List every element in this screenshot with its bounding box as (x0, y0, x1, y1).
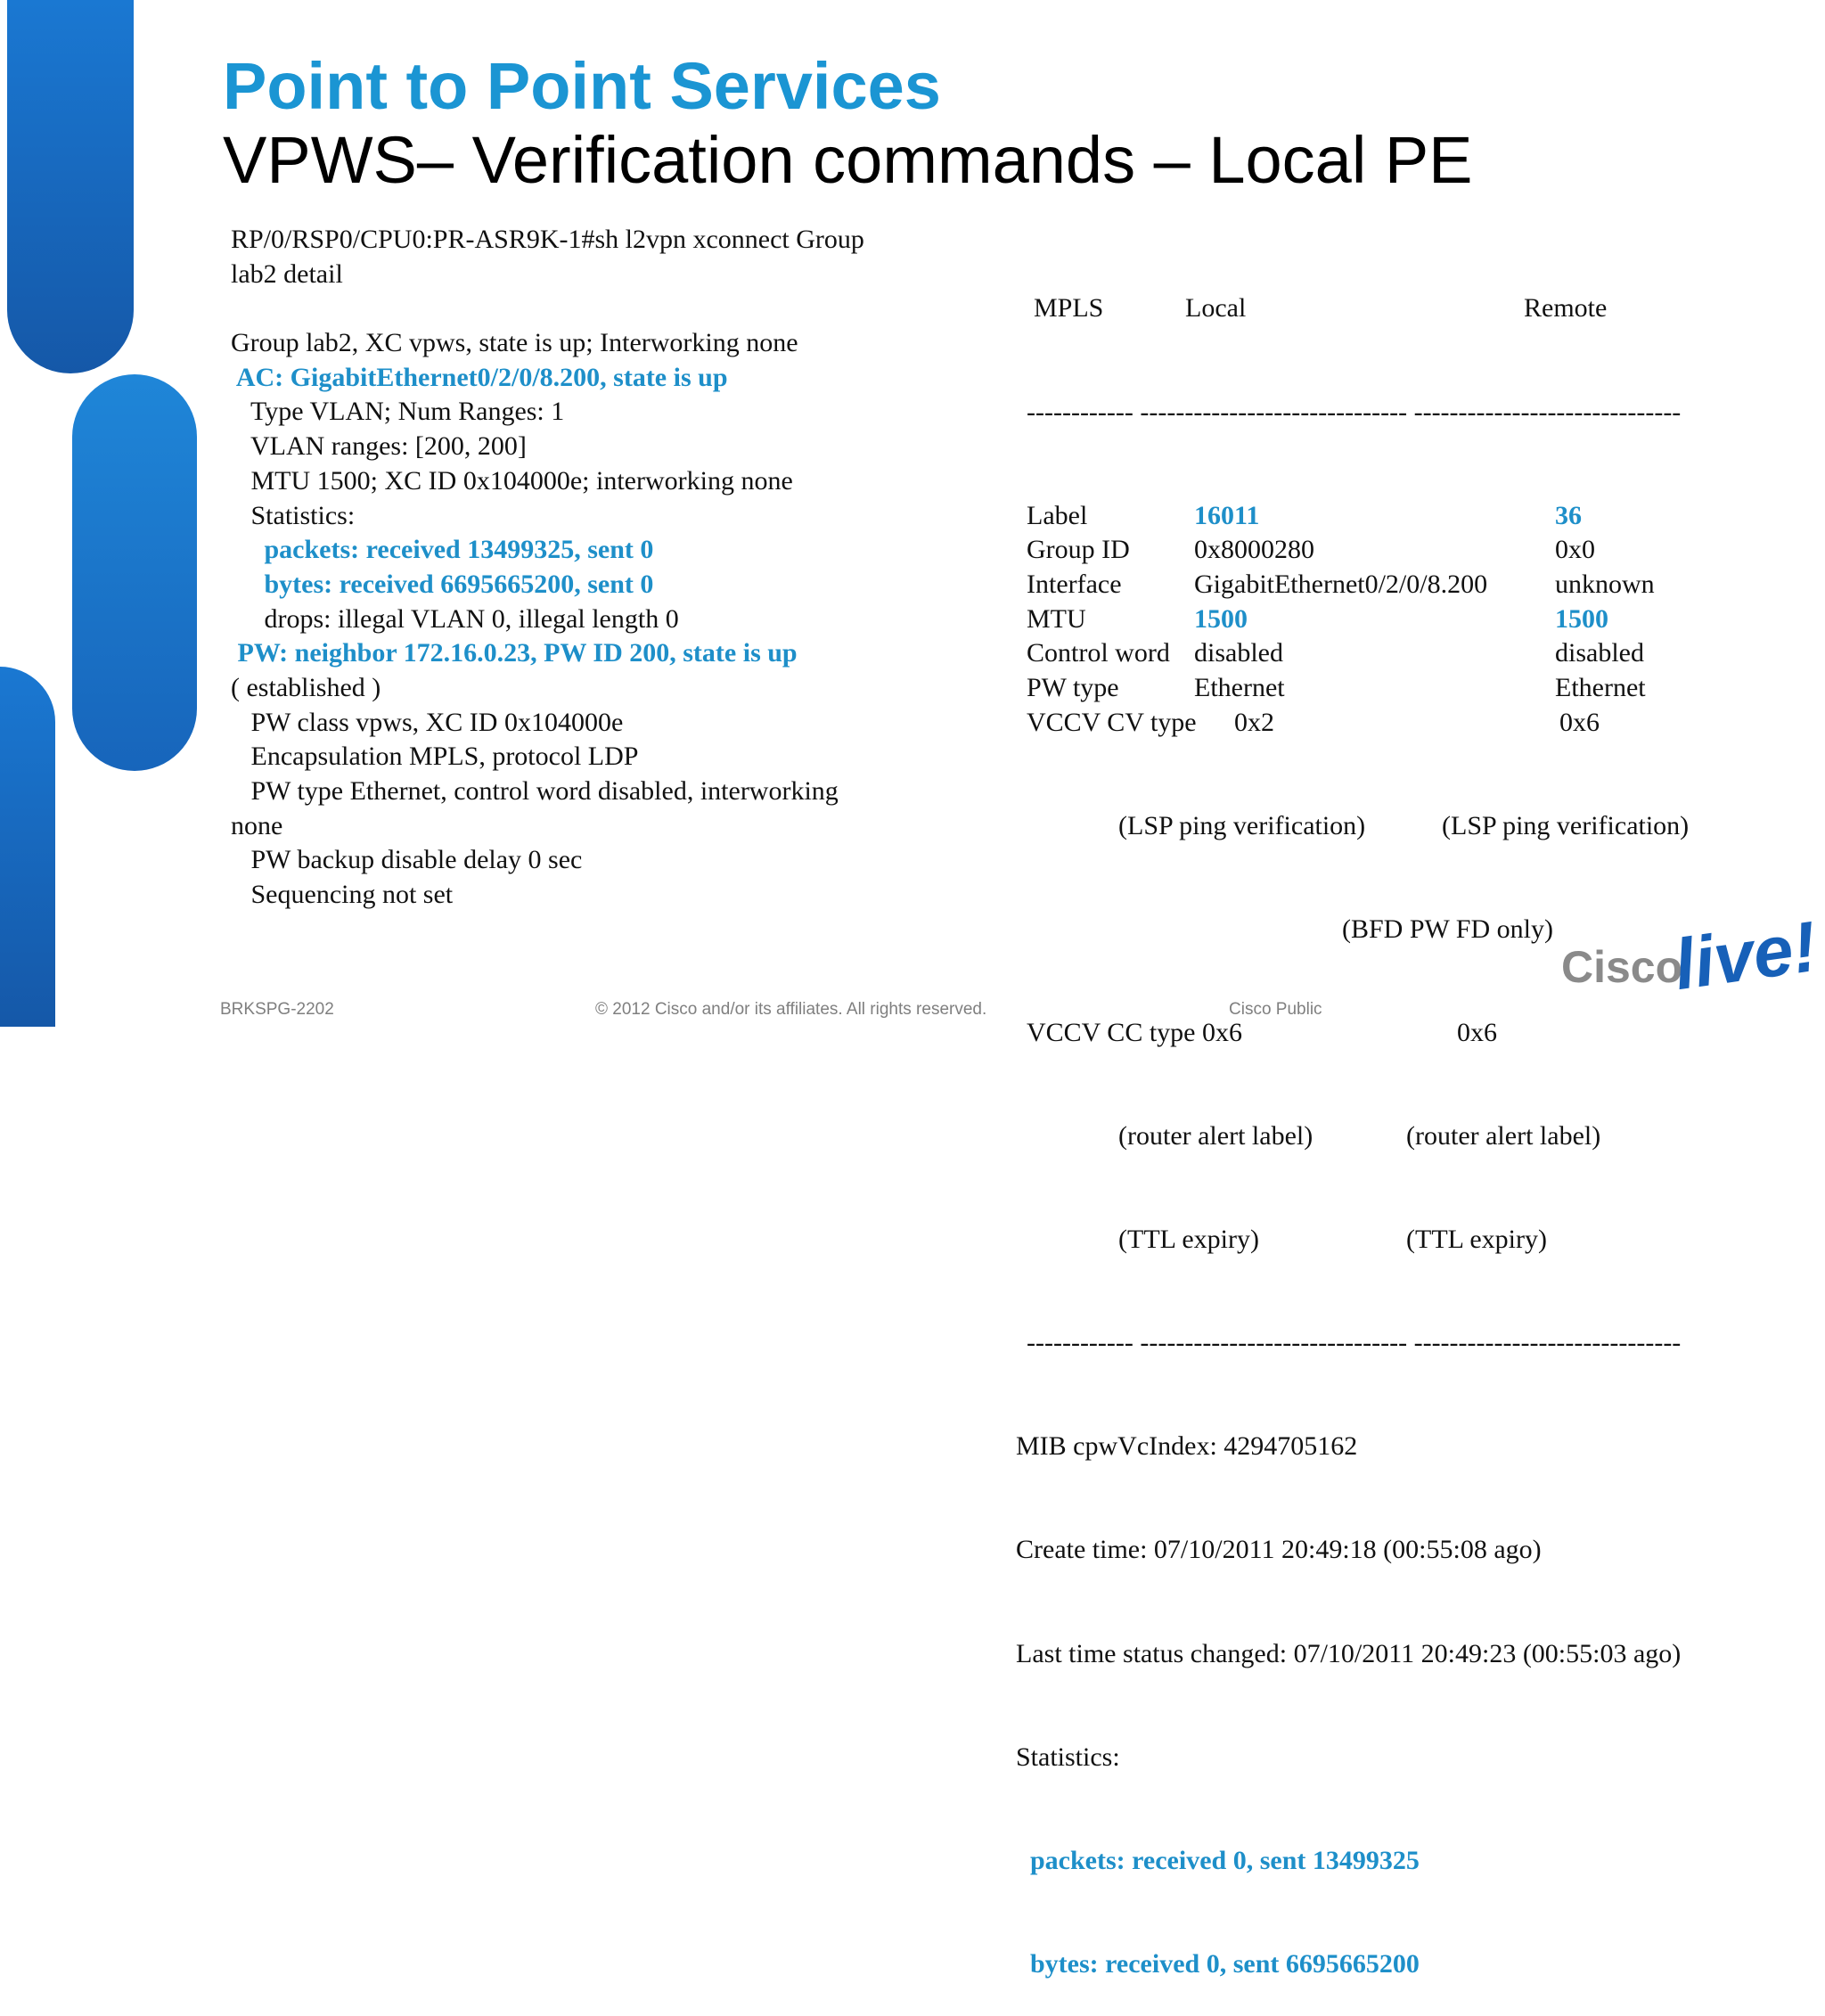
bytes-stats: bytes: received 0, sent 6695665200 (1030, 1948, 1420, 1979)
cv-local-note: (LSP ping verification) (1118, 810, 1366, 840)
row-remote: 36 (1555, 500, 1582, 530)
cli-line: PW: neighbor 172.16.0.23, PW ID 200, state is up (231, 638, 798, 668)
cli-line: drops: illegal VLAN 0, illegal length 0 (231, 603, 679, 634)
row-label: Control word (1027, 638, 1170, 668)
separator-top: ------------ ------------------------------ ------------------------------ (1027, 397, 1682, 427)
table-row (1016, 568, 1681, 602)
copyright: © 2012 Cisco and/or its affiliates. All rights reserved. (595, 1000, 987, 1019)
cli-line: RP/0/RSP0/CPU0:PR-ASR9K-1#sh l2vpn xconnect Group (231, 225, 864, 254)
packets-stats: packets: received 0, sent 13499325 (1030, 1845, 1420, 1875)
cli-line: PW class vpws, XC ID 0x104000e (231, 707, 624, 737)
row-remote: 1500 (1555, 603, 1608, 634)
row-label: Interface (1027, 569, 1122, 599)
left-cli-output (231, 223, 864, 913)
session-id: BRKSPG-2202 (220, 1000, 334, 1019)
cc-label: VCCV CC type 0x6 (1027, 1018, 1242, 1047)
logo-live-text: live! (1669, 906, 1822, 1005)
row-local: 0x8000280 (1194, 535, 1314, 565)
cc-remote-note-1: (router alert label) (1406, 1121, 1601, 1151)
row-local: 1500 (1194, 603, 1248, 634)
deco-bar-middle (72, 374, 197, 771)
cli-line: Sequencing not set (231, 880, 454, 910)
cli-line: Encapsulation MPLS, protocol LDP (231, 742, 639, 772)
cli-line: lab2 detail (231, 258, 343, 289)
cli-line: VLAN ranges: [200, 200] (231, 431, 527, 462)
cli-line: Statistics: (231, 500, 356, 530)
cc-remote-note-2: (TTL expiry) (1406, 1225, 1547, 1255)
cc-local-note-1: (router alert label) (1118, 1121, 1314, 1151)
last-status-change: Last time status changed: 07/10/2011 20:49:23 (00:55:03 ago) (1016, 1638, 1682, 1668)
table-row (1016, 499, 1681, 534)
cli-line: PW type Ethernet, control word disabled, interworking (231, 776, 839, 806)
table-header (1016, 291, 1681, 326)
cli-line: ( established ) (231, 672, 381, 702)
row-local: Ethernet (1194, 673, 1285, 703)
table-row (1016, 636, 1681, 671)
table-row (1016, 533, 1681, 568)
slide-subtitle: VPWS– Verification commands – Local PE (223, 123, 1473, 197)
mpls-rows (1016, 499, 1681, 741)
cc-remote: 0x6 (1457, 1018, 1497, 1047)
cc-local-note-2: (TTL expiry) (1118, 1225, 1259, 1255)
cc-notes-line-2 (1016, 1223, 1681, 1258)
header-mpls: MPLS (1034, 293, 1104, 324)
cli-line: PW backup disable delay 0 sec (231, 845, 583, 875)
cli-line: none (231, 810, 283, 840)
header-remote: Remote (1524, 293, 1608, 324)
row-label: Label (1027, 500, 1088, 530)
cli-line: AC: GigabitEthernet0/2/0/8.200, state is up (231, 362, 728, 392)
row-remote: Ethernet (1555, 673, 1646, 703)
row-label: Group ID (1027, 535, 1130, 565)
cc-type-line (1016, 1016, 1681, 1051)
row-local: 16011 (1194, 500, 1260, 530)
slide-title: Point to Point Services (223, 49, 941, 123)
table-row (1016, 602, 1681, 637)
table-row (1016, 706, 1681, 741)
statistics-label: Statistics: (1016, 1741, 1120, 1772)
cv-remote-note: (LSP ping verification) (1442, 810, 1690, 840)
right-cli-output (1016, 223, 1690, 2016)
row-local: disabled (1194, 638, 1283, 668)
row-remote: disabled (1555, 638, 1644, 668)
row-label: MTU (1027, 603, 1086, 634)
row-local: 0x2 (1234, 707, 1274, 737)
cli-line (231, 291, 864, 326)
cli-line: packets: received 13499325, sent 0 (231, 535, 654, 565)
separator-bottom: ------------ ------------------------------ ------------------------------ (1027, 1328, 1682, 1358)
cli-line: Group lab2, XC vpws, state is up; Interworking none (231, 328, 798, 358)
cli-line: MTU 1500; XC ID 0x104000e; interworking none (231, 465, 793, 496)
decorative-bars (0, 0, 205, 1027)
row-label: PW type (1027, 673, 1119, 703)
deco-bar-bottom (0, 667, 55, 1027)
create-time: Create time: 07/10/2011 20:49:18 (00:55:08 ago) (1016, 1535, 1542, 1565)
classification: Cisco Public (1229, 1000, 1322, 1019)
cv-notes-line (1016, 809, 1690, 844)
cli-line: Type VLAN; Num Ranges: 1 (231, 397, 565, 427)
deco-bar-top (7, 0, 134, 373)
cisco-live-logo (1559, 906, 1822, 1007)
row-remote: 0x6 (1559, 707, 1600, 737)
cc-notes-line (1016, 1119, 1681, 1154)
row-local: GigabitEthernet0/2/0/8.200 (1194, 569, 1488, 599)
row-remote: 0x0 (1555, 535, 1595, 565)
header-local: Local (1185, 293, 1247, 324)
row-label: VCCV CV type (1027, 707, 1197, 737)
cv-remote-note-2: (BFD PW FD only) (1342, 914, 1553, 944)
cli-line: bytes: received 6695665200, sent 0 (231, 569, 654, 599)
table-row (1016, 671, 1681, 706)
mib-index: MIB cpwVcIndex: 4294705162 (1016, 1431, 1358, 1462)
row-remote: unknown (1555, 569, 1655, 599)
logo-cisco-text: Cisco (1561, 942, 1683, 992)
